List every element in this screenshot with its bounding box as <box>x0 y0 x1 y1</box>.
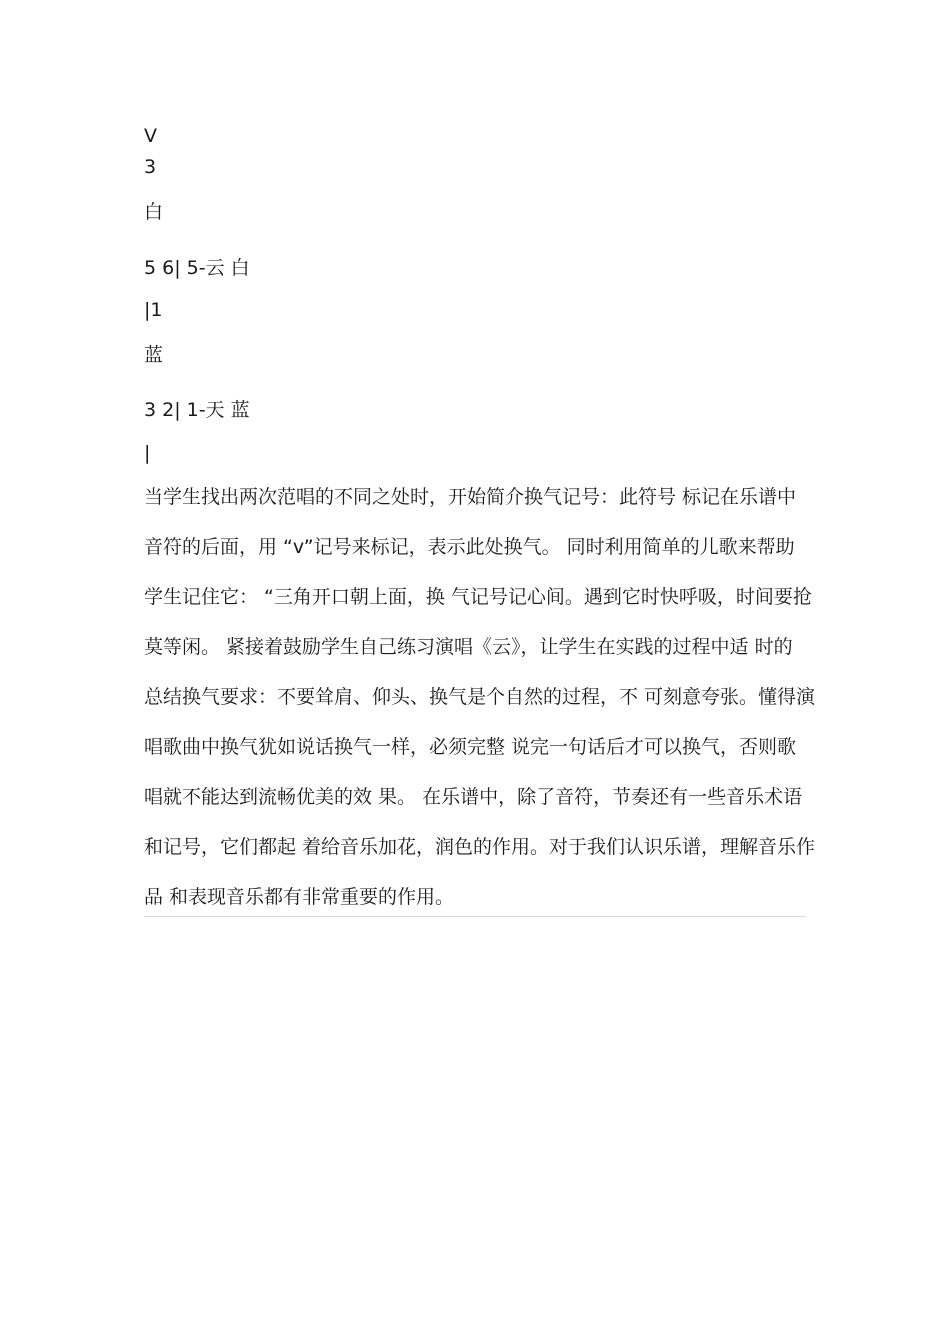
notation-measure: 5 6| 5-云 白 <box>144 257 250 279</box>
notation-note: 3 <box>144 156 157 178</box>
paragraph-line: 莫等闲。 紧接着鼓励学生自己练习演唱《云》，让学生在实践的过程中适 时的 <box>144 636 793 658</box>
body-paragraph <box>144 482 816 932</box>
horizontal-divider <box>144 916 806 917</box>
paragraph-line: 总结换气要求：不要耸肩、仰头、换气是个自然的过程，不 可刻意夸张。懂得演 <box>144 686 816 708</box>
notation-measure: 3 2| 1-天 蓝 <box>144 399 250 421</box>
paragraph-line: 唱歌曲中换气犹如说话换气一样，必须完整 说完一句话后才可以换气，否则歌 <box>144 736 797 758</box>
notation-lyric: 蓝 <box>144 344 164 366</box>
notation-barline: | <box>144 442 151 464</box>
paragraph-line: 学生记住它： “三角开口朝上面，换 气记号记心间。遇到它时快呼吸，时间要抢 <box>144 586 812 608</box>
paragraph-line: 唱就不能达到流畅优美的效 果。 在乐谱中，除了音符，节奏还有一些音乐术语 <box>144 786 803 808</box>
notation-note: |1 <box>144 299 163 321</box>
paragraph-line: 品 和表现音乐都有非常重要的作用。 <box>144 886 455 908</box>
paragraph-line: 当学生找出两次范唱的不同之处时，开始简介换气记号：此符号 标记在乐谱中 <box>144 486 797 508</box>
paragraph-line: 音符的后面，用 “v”记号来标记，表示此处换气。 同时利用简单的儿歌来帮助 <box>144 536 795 558</box>
notation-breath-mark: V <box>144 125 157 147</box>
paragraph-line: 和记号，它们都起 着给音乐加花，润色的作用。对于我们认识乐谱，理解音乐作 <box>144 836 816 858</box>
notation-lyric: 白 <box>144 201 164 223</box>
